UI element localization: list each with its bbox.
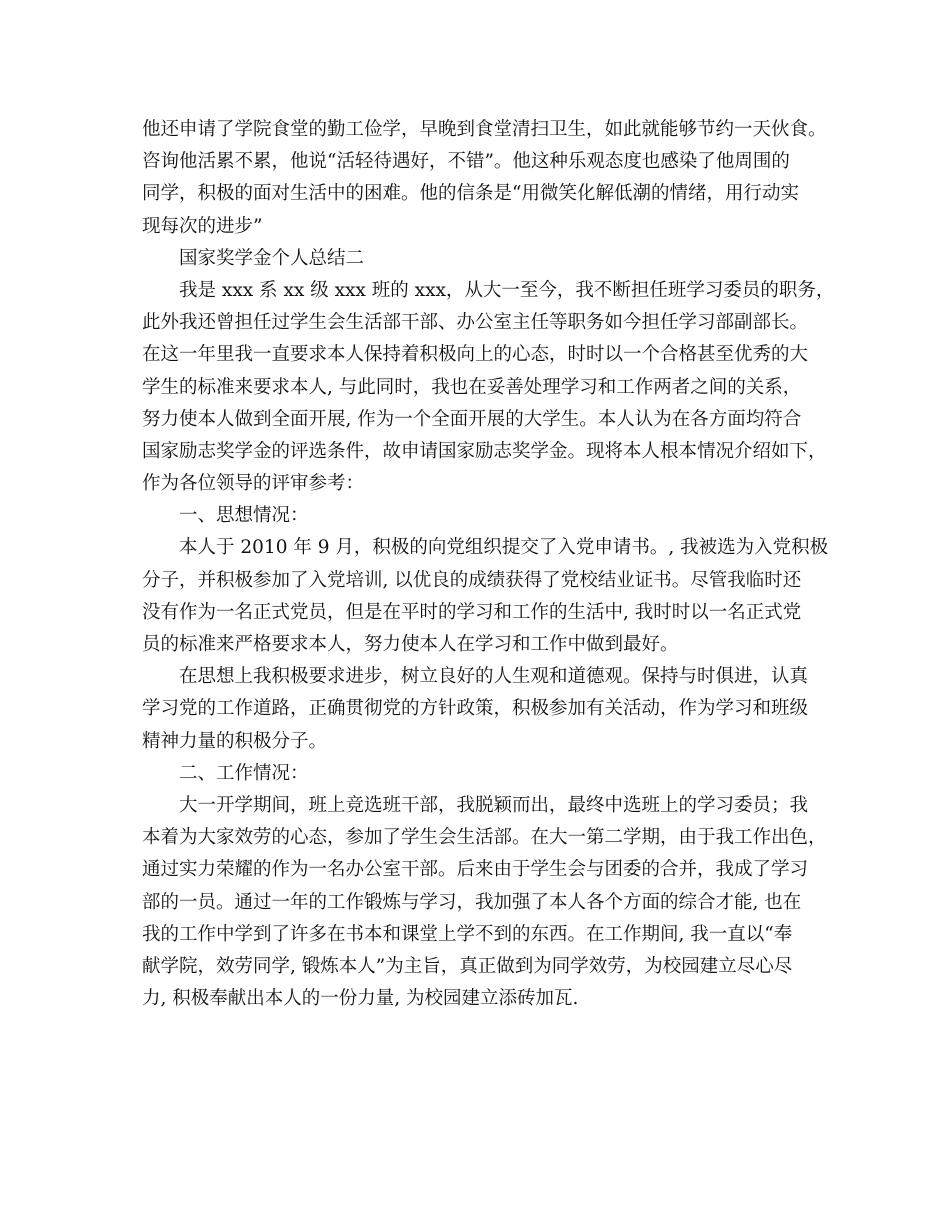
section-title bbox=[142, 243, 812, 275]
text-line: 学习党的工作道路，正确贯彻党的方针政策，积极参加有关活动，作为学习和班级 bbox=[142, 698, 809, 720]
text-line: 部的一员。通过一年的工作锻炼与学习，我加强了本人各个方面的综合才能, 也在 bbox=[142, 891, 802, 913]
paragraph bbox=[142, 114, 827, 243]
text-line: 同学，积极的面对生活中的困难。他的信条是“用微笑化解低潮的情绪，用行动实 bbox=[142, 183, 799, 205]
text-line: 我是 xxx 系 xx 级 xxx 班的 xxx，从大一至今，我不断担任班学习委员的职务， bbox=[179, 279, 835, 301]
text-line: 没有作为一名正式党员，但是在平时的学习和工作的生活中, 我时时以一名正式党 bbox=[142, 601, 802, 623]
text-line: 在这一年里我一直要求本人保持着积极向上的心态，时时以一个合格甚至优秀的大 bbox=[142, 344, 809, 366]
section-heading bbox=[142, 758, 812, 790]
text-line: 国家奖学金个人总结二 bbox=[179, 247, 365, 269]
text-line: 大一开学期间，班上竞选班干部，我脱颖而出，最终中选班上的学习委员；我 bbox=[179, 794, 809, 816]
text-line: 咨询他活累不累，他说“活轻待遇好，不错”。他这种乐观态度也感染了他周围的 bbox=[142, 151, 790, 173]
text-line: 分子，并积极参加了入党培训, 以优良的成绩获得了党校结业证书。尽管我临时还 bbox=[142, 569, 802, 591]
text-line: 本人于 2010 年 9 月，积极的向党组织提交了入党申请书。, 我被选为入党积极 bbox=[179, 537, 829, 559]
text-line: 精神力量的积极分子。 bbox=[142, 730, 328, 752]
text-line: 本着为大家效劳的心态，参加了学生会生活部。在大一第二学期，由于我工作出色， bbox=[142, 827, 827, 849]
text-line: 员的标准来严格要求本人，努力使本人在学习和工作中做到最好。 bbox=[142, 634, 679, 655]
section-heading bbox=[142, 500, 812, 532]
text-line: 国家励志奖学金的评选条件，故申请国家励志奖学金。现将本人根本情况介绍如下， bbox=[142, 440, 827, 462]
text-line: 献学院，效劳同学, 锻炼本人”为主旨，真正做到为同学效劳，为校园建立尽心尽 bbox=[142, 955, 793, 977]
paragraph bbox=[142, 275, 835, 500]
text-line: 通过实力荣耀的作为一名办公室干部。后来由于学生会与团委的合并，我成了学习 bbox=[142, 859, 809, 881]
text-line: 一、思想情况： bbox=[179, 505, 309, 527]
text-line: 我的工作中学到了许多在书本和课堂上学不到的东西。在工作期间, 我一直以“奉 bbox=[142, 923, 793, 945]
paragraph bbox=[142, 661, 812, 758]
text-line: 力, 积极奉献出本人的一份力量, 为校园建立添砖加瓦. bbox=[142, 988, 579, 1010]
text-line: 在思想上我积极要求进步，树立良好的人生观和道德观。保持与时俱进，认真 bbox=[179, 666, 809, 688]
text-line: 作为各位领导的评审参考： bbox=[142, 473, 365, 495]
paragraph bbox=[142, 532, 829, 661]
text-line: 努力使本人做到全面开展, 作为一个全面开展的大学生。本人认为在各方面均符合 bbox=[142, 408, 802, 430]
text-line: 此外我还曾担任过学生会生活部干部、办公室主任等职务如今担任学习部副部长。 bbox=[142, 312, 809, 334]
text-line: 现每次的进步” bbox=[142, 215, 263, 237]
text-line: 二、工作情况： bbox=[179, 762, 309, 784]
text-line: 学生的标准来要求本人, 与此同时，我也在妥善处理学习和工作两者之间的关系， bbox=[142, 376, 802, 398]
paragraph bbox=[142, 790, 827, 1015]
text-line: 他还申请了学院食堂的勤工俭学，早晚到食堂清扫卫生，如此就能够节约一天伙食。 bbox=[142, 119, 827, 140]
document-page bbox=[142, 114, 835, 1015]
